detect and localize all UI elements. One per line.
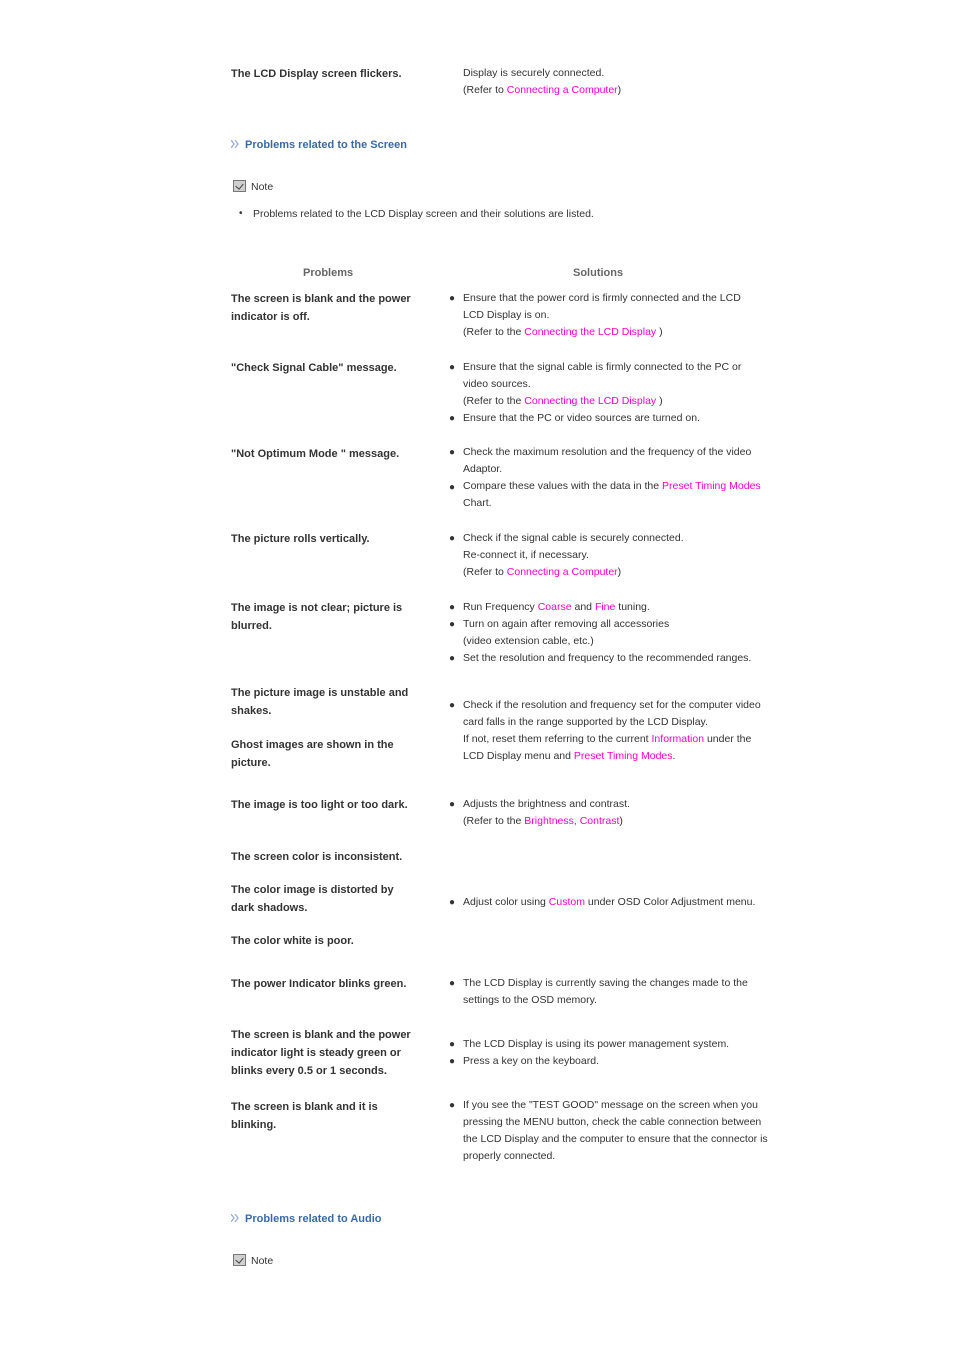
link-preset-timing-modes[interactable]: Preset Timing Modes	[662, 480, 761, 492]
problem-unstable-shakes: The picture image is unstable and shakes.	[231, 687, 409, 717]
bullet: ●	[449, 362, 456, 373]
bullet: ●	[449, 447, 456, 458]
problem-color-inconsistent: The screen color is inconsistent.	[231, 851, 403, 863]
problem-not-optimum-mode: "Not Optimum Mode " message.	[231, 448, 400, 460]
note-icon	[233, 1254, 246, 1266]
link-preset-timing-modes[interactable]: Preset Timing Modes	[573, 750, 673, 762]
solution-flicker	[463, 65, 775, 99]
note-icon	[233, 180, 246, 192]
solution-check-signal-cable: Ensure that the signal cable is firmly connected to the PC or video sources. (Refer to the Connecting the LCD Display ) Ensure that the PC or video sources are turned on.	[463, 361, 742, 424]
problem-picture-rolls: The picture rolls vertically.	[231, 533, 370, 545]
bullet: ●	[449, 700, 456, 711]
bullet: ●	[449, 978, 456, 989]
link-custom[interactable]: Custom	[548, 896, 585, 908]
solution-not-optimum-mode: Check the maximum resolution and the frequency of the video Adaptor. Compare these values with the data in the Preset Timing Modes Chart.	[463, 446, 761, 509]
bullet: ●	[449, 619, 456, 630]
problem-blank-power-off: The screen is blank and the power indicator is off.	[231, 293, 411, 323]
double-chevron-right-icon	[231, 140, 239, 148]
link-information[interactable]: Information	[651, 733, 705, 745]
bullet: ●	[449, 1056, 456, 1067]
link-brightness-contrast[interactable]: Brightness, Contrast	[524, 815, 620, 827]
problem-ghost-images: Ghost images are shown in the picture.	[231, 739, 394, 769]
problem-check-signal-cable: "Check Signal Cable" message.	[231, 362, 397, 374]
bullet: ●	[449, 799, 456, 810]
problem-color-white-poor: The color white is poor.	[231, 935, 354, 947]
note-label: Note	[233, 180, 273, 193]
bullet: ●	[449, 533, 456, 544]
header-problems: Problems	[303, 267, 354, 279]
solution-color: Adjust color using Custom under OSD Color Adjustment menu.	[463, 896, 756, 908]
problem-color-distorted: The color image is distorted by dark shadows.	[231, 884, 394, 914]
solution-blank-blinking: If you see the "TEST GOOD" message on the screen when you pressing the MENU button, check the cable connection between the LCD Display and the computer to ensure that the connector is properly connected.	[463, 1099, 768, 1162]
link-coarse[interactable]: Coarse	[537, 601, 572, 613]
solution-blank-steady-green: The LCD Display is using its power management system. Press a key on the keyboard.	[463, 1038, 730, 1067]
link-connecting-computer[interactable]: Connecting a Computer	[506, 566, 618, 578]
problem-power-blinks-green: The power Indicator blinks green.	[231, 978, 407, 990]
bullet: ●	[449, 413, 456, 424]
problem-flicker: The LCD Display screen flickers.	[231, 68, 402, 80]
solution-power-blinks-green: The LCD Display is currently saving the changes made to the settings to the OSD memory.	[463, 977, 748, 1006]
bullet: ●	[449, 1100, 456, 1111]
solution-unstable-shakes: Check if the resolution and frequency set for the computer video card falls in the range supported by the LCD Display. If not, reset them referring to the current Information under the LCD Display menu and Preset Timing Modes.	[463, 699, 761, 762]
link-connecting-computer[interactable]: Connecting a Computer	[506, 84, 618, 96]
solution-text: Display is securely connected.	[463, 67, 605, 79]
link-fine[interactable]: Fine	[594, 601, 616, 613]
solution-image-not-clear: Run Frequency Coarse and Fine tuning. Turn on again after removing all accessories (video extension cable, etc.) Set the resolution and frequency to the recommended ranges.	[463, 601, 752, 664]
solution-too-light-dark: Adjusts the brightness and contrast. (Refer to the Brightness, Contrast)	[463, 798, 630, 827]
bullet: ●	[449, 1039, 456, 1050]
intro-text: Problems related to the LCD Display screen and their solutions are listed.	[253, 208, 594, 220]
bullet: ●	[449, 602, 456, 613]
intro-bullet: •	[239, 208, 243, 219]
problem-too-light-dark: The image is too light or too dark.	[231, 799, 408, 811]
section-heading-audio[interactable]: Problems related to Audio	[231, 1213, 382, 1225]
bullet: ●	[449, 653, 456, 664]
solution-blank-power-off: Ensure that the power cord is firmly connected and the LCD LCD Display is on. (Refer to the Connecting the LCD Display )	[463, 292, 741, 338]
bullet: ●	[449, 482, 456, 493]
note-label: Note	[233, 1254, 273, 1267]
double-chevron-right-icon	[231, 1214, 239, 1222]
problem-blank-steady-green: The screen is blank and the power indicator light is steady green or blinks every 0.5 or 1 seconds.	[231, 1029, 411, 1077]
link-connecting-lcd-display[interactable]: Connecting the LCD Display	[524, 395, 657, 407]
problem-blank-blinking: The screen is blank and it is blinking.	[231, 1101, 378, 1131]
bullet: ●	[449, 293, 456, 304]
bullet: ●	[449, 897, 456, 908]
solution-picture-rolls: Check if the signal cable is securely connected. Re-connect it, if necessary. (Refer to Connecting a Computer)	[463, 532, 684, 578]
problem-image-not-clear: The image is not clear; picture is blurred.	[231, 602, 403, 632]
section-heading-screen[interactable]: Problems related to the Screen	[231, 139, 407, 151]
link-connecting-lcd-display[interactable]: Connecting the LCD Display	[524, 326, 657, 338]
header-solutions: Solutions	[573, 267, 624, 279]
refer-line: (Refer to Connecting a Computer)	[463, 84, 622, 96]
